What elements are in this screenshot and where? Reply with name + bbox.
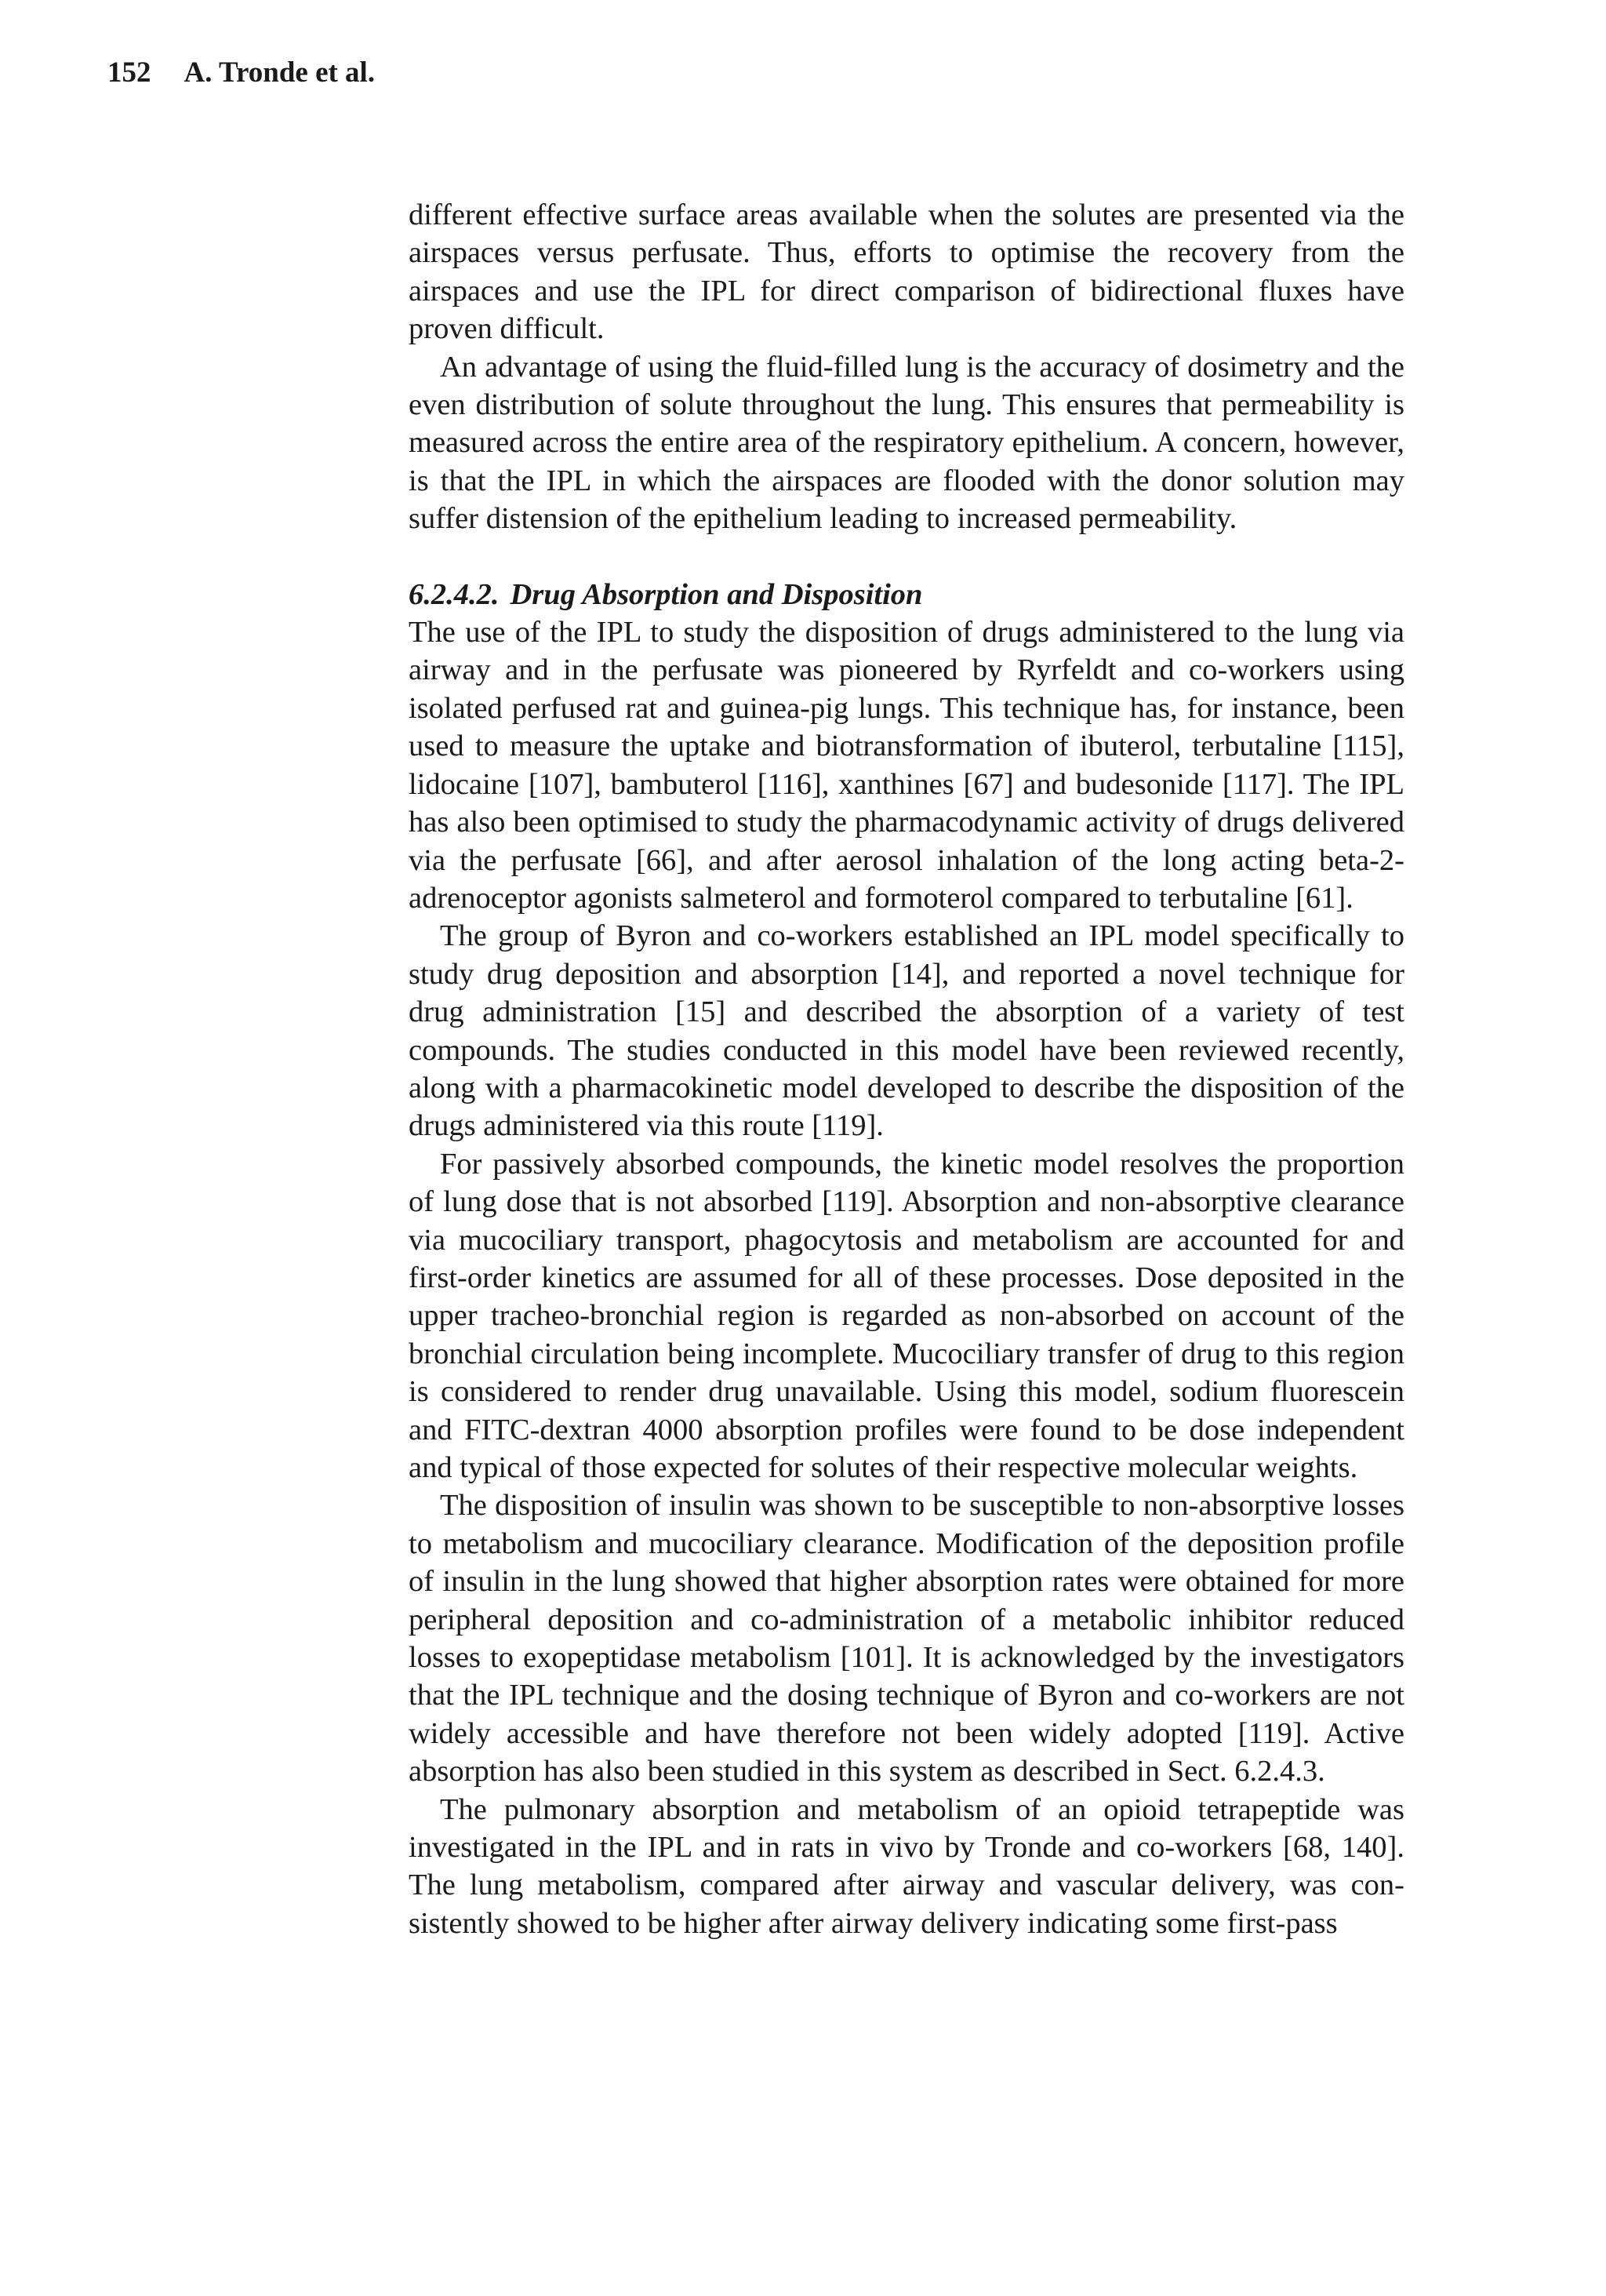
paragraph-fluid-filled-lung: An advantage of using the fluid-filled lung is the accuracy of dosimetry and the even distribution of solute throughout the lung. This ensures that permeability is measured across the entire area of the respiratory epithelium. A concern, however, is that the IPL in which the airspaces are flooded with the donor solution may suffer distension of the epithelium leading to increased permeability. [409, 350, 1404, 536]
paragraph-opioid-tetrapeptide: The pulmonary absorption and metabolism of an opioid tetrapeptide was investigated in the IPL and in rats in vivo by Tronde and co-workers [68, 140]. The lung metabolism, compared after airway and vascular delivery, was consistently showed to be higher after airway delivery indicating some first-pass [409, 1792, 1404, 1940]
paragraph-continued: different effective surface areas available when the solutes are presented via the airspaces versus perfusate. Thus, efforts to optimise the recovery from the airspaces and use the IPL for direct comparison of bidirectional fluxes have proven difficult. [409, 198, 1404, 346]
body-text [409, 196, 1404, 1942]
page-number: 152 [107, 56, 151, 89]
paragraph-passive-absorption: For passively absorbed compounds, the kinetic model resolves the proportion of lung dose that is not absorbed [119]. Absorption and non-absorptive clearance via mucociliary transport, phagocytosis and metabolism are accounted for and first-order kinetics are assumed for all of these processes. Dose deposited in the upper tracheo-bronchial region is regarded as non-absorbed on account of the bronchial circulation being incomplete. Mucociliary transfer of drug to this region is considered to render drug unavailable. Using this model, sodium fluorescein and FITC-dextran 4000 absorption profiles were found to be dose independent and typical of those expected for solutes of their respective molecular weights. [409, 1147, 1404, 1484]
running-head [107, 58, 375, 87]
paragraph-insulin: The disposition of insulin was shown to be susceptible to non-absorptive losses to metabolism and mucociliary clearance. Modification of the deposition profile of insulin in the lung showed that higher absorption rates were obtained for more peripheral deposition and co-administration of a metabolic inhibitor reduced losses to exopeptidase metabolism [101]. It is acknowledged by the investigators that the IPL technique and the dosing technique of Byron and co-workers are not widely accessible and have therefore not been widely adopted [119]. Active absorption has also been studied in this system as described in Sect. 6.2.4.3. [409, 1489, 1404, 1788]
section-number: 6.2.4.2. [409, 577, 500, 611]
paragraph-ipl-disposition: The use of the IPL to study the disposition of drugs administered to the lung via airway and in the perfusate was pioneered by Ryrfeldt and co-workers using isolated perfused rat and guinea-pig lungs. This technique has, for instance, been used to measure the uptake and biotransformation of ibuterol, terbutaline [115], lidocaine [107], bambuterol [116], xanthines [67] and budesonide [117]. The IPL has also been optimised to study the pharmacodynamic activity of drugs delivered via the perfusate [66], and after aerosol inhalation of the long acting beta-2-adrenoceptor agonists salmeterol and formoterol compared to terbutaline [61]. [409, 616, 1404, 915]
paragraph-byron-model: The group of Byron and co-workers established an IPL model specifically to study drug deposition and absorption [14], and reported a novel technique for drug administration [15] and described the absorption of a variety of test compounds. The studies conducted in this model have been reviewed recently, along with a pharmacokinetic model developed to describe the disposition of the drugs administered via this route [119]. [409, 919, 1404, 1143]
section-heading [409, 576, 1404, 613]
running-title: A. Tronde et al. [183, 56, 376, 89]
section-title: Drug Absorption and Disposition [510, 577, 923, 611]
